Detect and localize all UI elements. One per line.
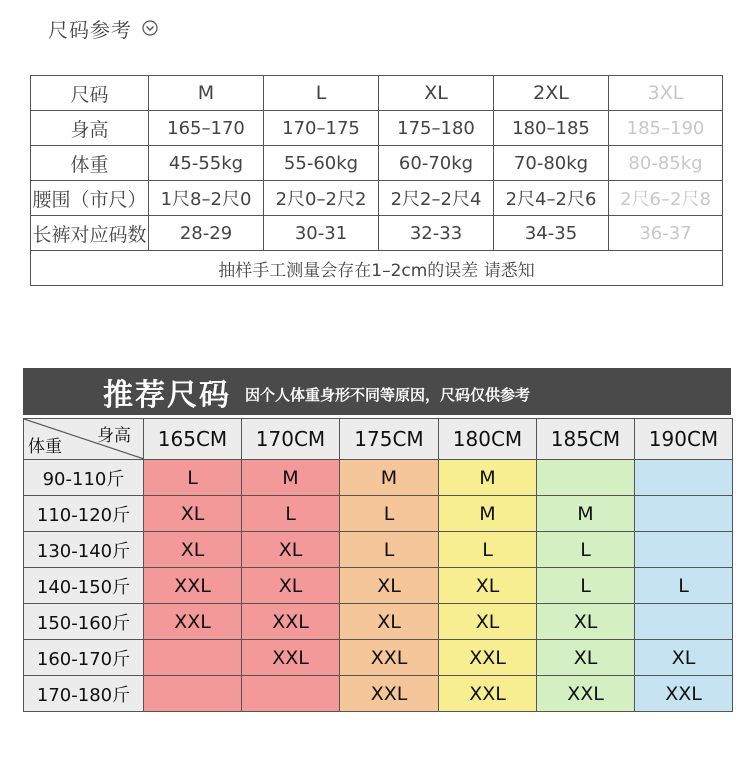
- recommended-size-cell: L: [537, 532, 635, 568]
- recommended-size-cell: L: [635, 568, 733, 604]
- chevron-down-circle-icon[interactable]: [142, 20, 158, 36]
- weight-row: [24, 532, 733, 568]
- size-value-cell: 185–190: [609, 111, 723, 146]
- height-header-cell: 170CM: [242, 419, 340, 460]
- size-row: [31, 216, 723, 251]
- recommended-size-cell: XL: [439, 568, 537, 604]
- recommended-size-cell: M: [537, 496, 635, 532]
- weight-row: [24, 604, 733, 640]
- height-header-cell: 165CM: [144, 419, 242, 460]
- size-value-cell: 2尺6–2尺8: [609, 181, 723, 216]
- recommend-subtitle: 因个人体重身形不同等原因，尺码仅供参考: [245, 386, 531, 404]
- recommended-size-cell: M: [439, 460, 537, 496]
- size-value-cell: 175–180: [379, 111, 494, 146]
- corner-height-label: 身高: [97, 426, 131, 446]
- height-header-row: [24, 419, 733, 460]
- size-value-cell: 2尺2–2尺4: [379, 181, 494, 216]
- recommended-size-cell: [635, 604, 733, 640]
- recommended-size-cell: [144, 676, 242, 712]
- size-value-cell: 2尺0–2尺2: [264, 181, 379, 216]
- recommended-size-cell: XL: [537, 604, 635, 640]
- weight-label: 160-170斤: [24, 640, 144, 676]
- recommended-size-cell: XL: [144, 496, 242, 532]
- recommended-size-cell: XL: [340, 568, 439, 604]
- recommended-size-cell: XL: [439, 604, 537, 640]
- recommend-size-table: [23, 418, 733, 712]
- height-header-cell: 185CM: [537, 419, 635, 460]
- size-value-cell: 36-37: [609, 216, 723, 251]
- recommend-title: 推荐尺码: [103, 377, 231, 413]
- size-row-label: 长裤对应码数: [31, 216, 149, 251]
- recommended-size-cell: L: [340, 532, 439, 568]
- weight-row: [24, 676, 733, 712]
- size-row-label: 身高: [31, 111, 149, 146]
- recommended-size-cell: [537, 460, 635, 496]
- recommended-size-cell: M: [340, 460, 439, 496]
- recommended-size-cell: XL: [144, 532, 242, 568]
- size-value-cell: 2尺4–2尺6: [494, 181, 609, 216]
- size-value-cell: 60-70kg: [379, 146, 494, 181]
- recommended-size-cell: XL: [537, 640, 635, 676]
- measurement-note: 抽样手工测量会存在1–2cm的误差 请悉知: [31, 251, 723, 286]
- section-title: 尺码参考: [48, 17, 132, 42]
- size-header-row: [31, 76, 723, 111]
- recommended-size-cell: L: [537, 568, 635, 604]
- corner-cell: [24, 419, 144, 460]
- size-value-cell: 180–185: [494, 111, 609, 146]
- weight-label: 110-120斤: [24, 496, 144, 532]
- recommended-size-cell: XXL: [242, 604, 340, 640]
- recommended-size-cell: [635, 460, 733, 496]
- weight-label: 170-180斤: [24, 676, 144, 712]
- size-header-cell: M: [149, 76, 264, 111]
- weight-label: 150-160斤: [24, 604, 144, 640]
- weight-label: 130-140斤: [24, 532, 144, 568]
- size-value-cell: 165–170: [149, 111, 264, 146]
- size-value-cell: 170–175: [264, 111, 379, 146]
- size-value-cell: 30-31: [264, 216, 379, 251]
- recommended-size-cell: XL: [242, 532, 340, 568]
- size-reference-table: [30, 75, 723, 286]
- size-header-cell: XL: [379, 76, 494, 111]
- recommended-size-cell: XXL: [340, 640, 439, 676]
- size-value-cell: 34-35: [494, 216, 609, 251]
- recommended-size-cell: XXL: [242, 640, 340, 676]
- recommend-banner: [23, 368, 731, 415]
- weight-label: 90-110斤: [24, 460, 144, 496]
- recommended-size-cell: M: [439, 496, 537, 532]
- size-header-cell: 2XL: [494, 76, 609, 111]
- size-row-label: 腰围（市尺）: [31, 181, 149, 216]
- height-header-cell: 175CM: [340, 419, 439, 460]
- recommended-size-cell: XXL: [439, 676, 537, 712]
- recommended-size-cell: L: [340, 496, 439, 532]
- size-row: [31, 146, 723, 181]
- weight-row: [24, 460, 733, 496]
- recommended-size-cell: XL: [635, 640, 733, 676]
- size-header-label: 尺码: [31, 76, 149, 111]
- height-header-cell: 180CM: [439, 419, 537, 460]
- recommended-size-cell: [144, 640, 242, 676]
- recommended-size-cell: XXL: [144, 568, 242, 604]
- size-row-label: 体重: [31, 146, 149, 181]
- size-value-cell: 80-85kg: [609, 146, 723, 181]
- weight-row: [24, 640, 733, 676]
- recommended-size-cell: XL: [242, 568, 340, 604]
- corner-weight-label: 体重: [28, 437, 62, 457]
- size-value-cell: 45-55kg: [149, 146, 264, 181]
- recommended-size-cell: [635, 532, 733, 568]
- section-header: [48, 14, 158, 42]
- recommended-size-cell: L: [439, 532, 537, 568]
- height-header-cell: 190CM: [635, 419, 733, 460]
- size-header-cell: L: [264, 76, 379, 111]
- weight-row: [24, 568, 733, 604]
- size-note-row: [31, 251, 723, 286]
- size-header-cell: 3XL: [609, 76, 723, 111]
- recommended-size-cell: L: [242, 496, 340, 532]
- recommended-size-cell: [242, 676, 340, 712]
- size-value-cell: 55-60kg: [264, 146, 379, 181]
- recommended-size-cell: XL: [340, 604, 439, 640]
- recommended-size-cell: L: [144, 460, 242, 496]
- recommended-size-cell: XXL: [144, 604, 242, 640]
- size-value-cell: 70-80kg: [494, 146, 609, 181]
- recommended-size-cell: XXL: [340, 676, 439, 712]
- size-value-cell: 28-29: [149, 216, 264, 251]
- recommended-size-cell: XXL: [439, 640, 537, 676]
- recommended-size-cell: XXL: [537, 676, 635, 712]
- weight-label: 140-150斤: [24, 568, 144, 604]
- size-row: [31, 111, 723, 146]
- size-value-cell: 32-33: [379, 216, 494, 251]
- recommended-size-cell: M: [242, 460, 340, 496]
- recommended-size-cell: XXL: [635, 676, 733, 712]
- size-value-cell: 1尺8–2尺0: [149, 181, 264, 216]
- recommended-size-cell: [635, 496, 733, 532]
- size-row: [31, 181, 723, 216]
- weight-row: [24, 496, 733, 532]
